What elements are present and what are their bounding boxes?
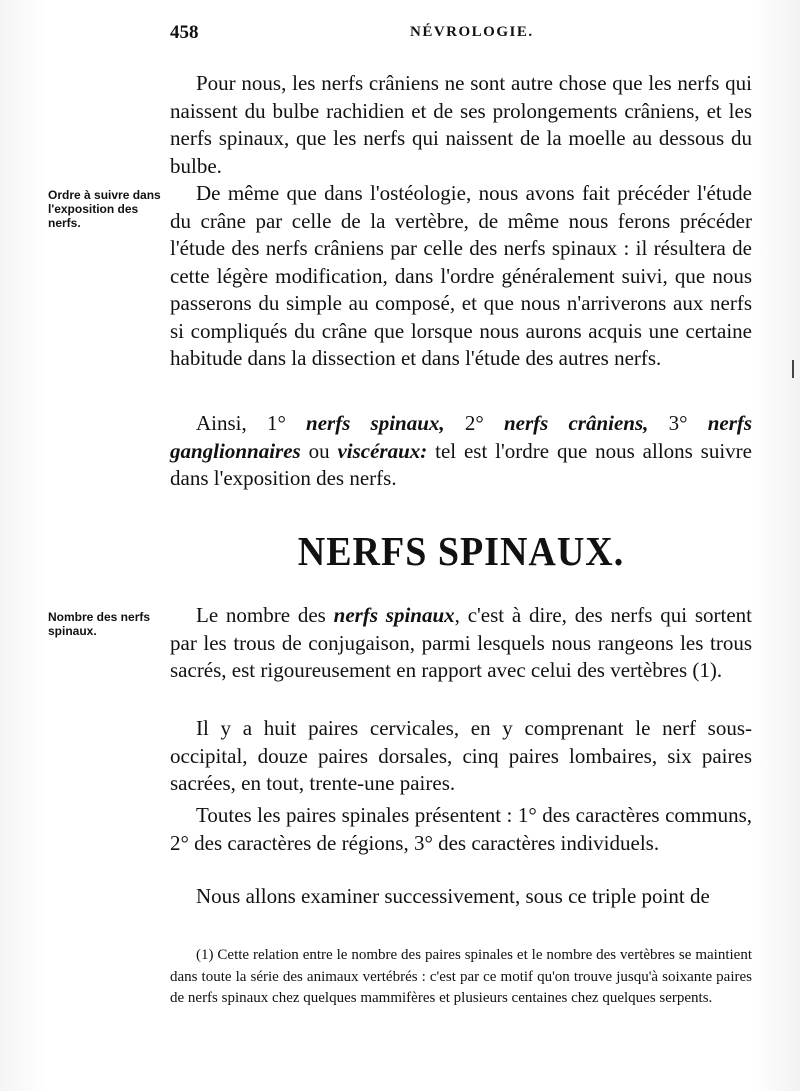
page-number: 458	[170, 22, 199, 43]
page-edge-mark	[792, 360, 794, 378]
paragraph-2: De même que dans l'ostéologie, nous avons fait précéder l'étude du crâne par celle de la vertèbre, de même nous ferons précéder l'étude des nerfs crâniens par celle des nerfs spinaux : il résultera de cette légère modification, dans l'ordre généralement suivi, que nous passerons du simple au composé, et que nous n'arriverons aux nerfs si compliqués du crâne que lorsque nous aurons acquis une certaine habitude dans la dissection et dans l'étude des autres nerfs.	[170, 181, 752, 370]
p3-visceraux: viscéraux:	[337, 438, 428, 463]
p3-nerfs-craniens: nerfs crâniens,	[503, 411, 649, 435]
p4-nerfs-spinaux: nerfs spinaux	[333, 603, 455, 627]
sidenote-nombre: Nombre des nerfs spinaux.	[48, 610, 151, 638]
paragraph-4	[170, 602, 752, 685]
paragraph-6: Toutes les paires spinales présentent : 1° des caractères communs, 2° des caractères de régions, 3° des caractères individuels.	[170, 803, 752, 855]
page-header	[170, 22, 750, 50]
footnote: (1) Cette relation entre le nombre des paires spinales et le nombre des vertèbres se maintient dans toute la série des animaux vertébrés : c'est par ce motif qu'on trouve jusqu'à soixante paires de nerfs spinaux chez quelques mammifères et plusieurs centaines chez quelques serpents.	[170, 947, 752, 1006]
paragraph-5: Il y a huit paires cervicales, en y comprenant le nerf sous-occipital, douze paires dorsales, cinq paires lombaires, six paires sacrées, en tout, trente-une paires.	[170, 716, 752, 795]
paragraph-1: Pour nous, les nerfs crâniens ne sont autre chose que les nerfs qui naissent du bulbe rachidien et de ses prolongements crâniens, et les nerfs spinaux, que les nerfs qui naissent de la moelle au dessous du bulbe.	[170, 71, 752, 178]
paragraph-3	[170, 410, 752, 493]
p3-text-a: Ainsi, 1°	[196, 411, 286, 435]
p3-text-e: 3°	[668, 411, 688, 435]
p3-nerfs-spinaux: nerfs spinaux,	[306, 411, 445, 435]
p3-nerfs-ganglionnaires: nerfs ganglionnaires	[170, 411, 753, 463]
paragraph-7: Nous allons examiner successivement, sous ce triple point de	[196, 884, 710, 908]
p3-text-c: 2°	[464, 411, 484, 435]
running-title: NÉVROLOGIE.	[410, 24, 534, 40]
p3-text-g: ou	[308, 438, 330, 463]
sidenote-ordre: Ordre à suivre dans l'exposition des nerfs.	[48, 188, 161, 230]
section-title: NERFS SPINAUX.	[297, 529, 625, 575]
p4-text-c: , c'est à dire, des nerfs qui sortent par les trous de conjugaison, parmi lesquels nous rangeons les trous sacrés, est rigoureusement en rapport avec celui des vertèbres (1).	[170, 603, 753, 682]
p3-text-i: tel est l'ordre que nous allons suivre dans l'exposition des nerfs.	[170, 438, 752, 490]
p4-text-a: Le nombre des	[196, 603, 326, 627]
